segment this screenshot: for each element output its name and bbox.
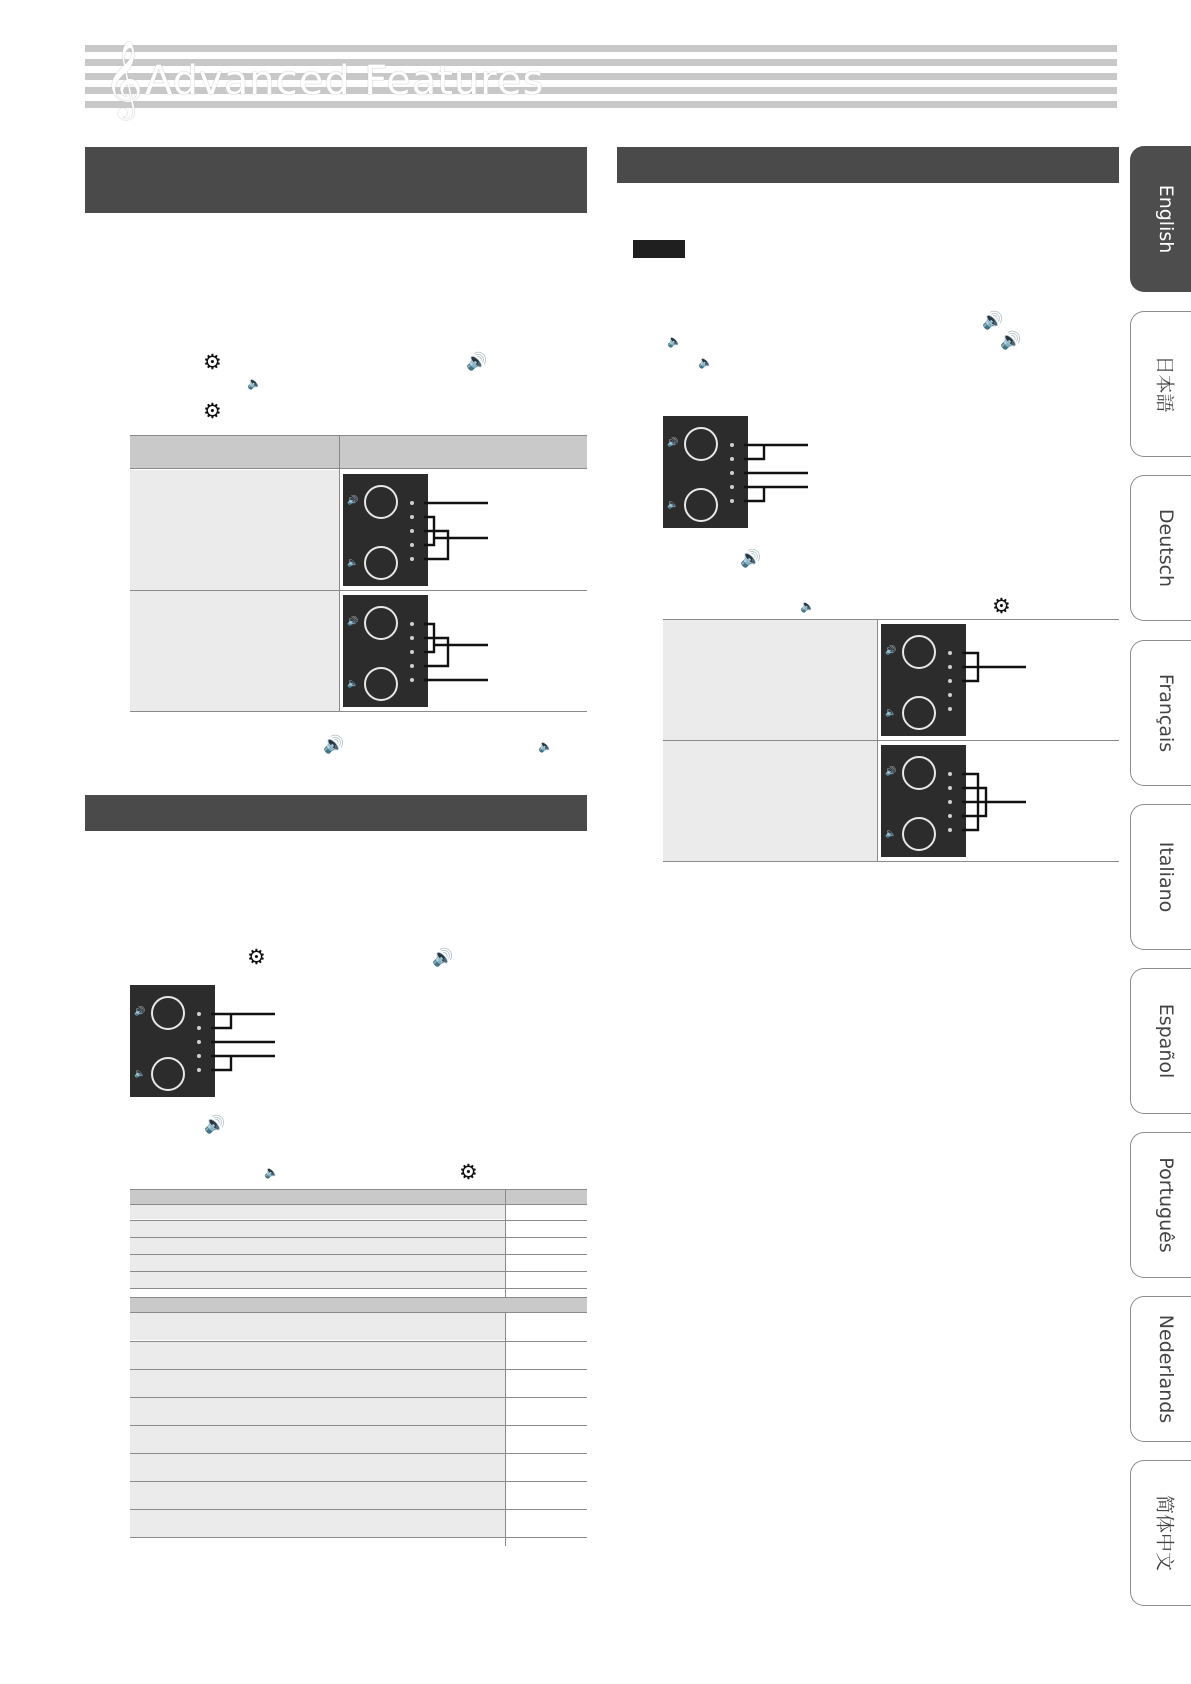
table-header (130, 1297, 587, 1313)
tab-italian[interactable] (1130, 804, 1191, 950)
tab-chinese[interactable] (1130, 1460, 1191, 1606)
indicator-led (197, 1068, 201, 1072)
table-divider (339, 435, 340, 711)
speaker-loud-icon: 🔊 (432, 948, 454, 968)
tab-label: Français (1154, 673, 1177, 753)
note-badge (633, 240, 685, 258)
gear-icon: ⚙ (992, 594, 1011, 618)
tab-dutch[interactable] (1130, 1296, 1191, 1442)
gear-icon: ⚙ (203, 399, 222, 423)
panel-illustration (663, 416, 748, 528)
speaker-loud-icon: 🔊 (885, 646, 897, 656)
indicator-callout-lines (207, 985, 287, 1097)
table-cell (130, 1398, 505, 1425)
indicator-led (410, 622, 414, 626)
table-cell (130, 1221, 505, 1237)
tab-label: Nederlands (1154, 1314, 1177, 1424)
tab-label: Deutsch (1154, 508, 1177, 588)
tab-japanese[interactable] (1130, 311, 1191, 457)
panel-illustration (343, 595, 428, 707)
staff-line (85, 45, 1117, 52)
volume-knob (684, 427, 718, 461)
indicator-led (197, 1054, 201, 1058)
volume-knob (902, 635, 936, 669)
indicator-led (197, 1040, 201, 1044)
speaker-loud-icon: 🔊 (885, 767, 897, 777)
indicator-led (730, 499, 734, 503)
indicator-callout-lines (740, 416, 820, 528)
speaker-soft-icon: 🔈 (667, 334, 682, 348)
indicator-led (948, 665, 952, 669)
tab-spanish[interactable] (1130, 968, 1191, 1114)
speaker-soft-icon: 🔈 (885, 708, 897, 718)
indicator-led (410, 543, 414, 547)
tab-label: English (1154, 184, 1177, 254)
volume-knob (684, 488, 718, 522)
table-cell (130, 1510, 505, 1537)
table-header (130, 435, 587, 469)
volume-knob (902, 696, 936, 730)
indicator-led (948, 679, 952, 683)
gear-icon: ⚙ (459, 1160, 478, 1184)
table-cell (130, 1454, 505, 1481)
tab-label: 简体中文 (1153, 1494, 1175, 1572)
treble-clef-icon: 𝄞 (104, 40, 144, 117)
speaker-soft-icon: 🔈 (247, 376, 262, 390)
tab-label: Português (1154, 1157, 1177, 1253)
volume-knob (364, 546, 398, 580)
gear-icon: ⚙ (247, 945, 266, 969)
indicator-led (730, 443, 734, 447)
indicator-callout-lines (420, 474, 500, 586)
panel-illustration (343, 474, 428, 586)
table-rule (130, 1537, 587, 1538)
indicator-led (410, 529, 414, 533)
indicator-led (948, 800, 952, 804)
indicator-led (410, 557, 414, 561)
table-divider (505, 1189, 506, 1546)
speaker-loud-icon: 🔊 (667, 438, 679, 448)
indicator-callout-lines (420, 595, 500, 707)
tab-english[interactable] (1130, 146, 1191, 292)
volume-knob (364, 485, 398, 519)
indicator-led (948, 828, 952, 832)
speaker-soft-icon: 🔈 (264, 1165, 279, 1179)
indicator-led (410, 636, 414, 640)
table-cell (130, 470, 339, 590)
indicator-led (410, 501, 414, 505)
tab-label: Español (1154, 1003, 1177, 1079)
table-rule (130, 711, 587, 712)
section-header-bar (617, 147, 1119, 183)
table-rule (663, 861, 1119, 862)
tab-german[interactable] (1130, 475, 1191, 621)
indicator-led (730, 471, 734, 475)
tab-portuguese[interactable] (1130, 1132, 1191, 1278)
volume-knob (902, 756, 936, 790)
speaker-loud-icon: 🔊 (323, 735, 345, 755)
panel-illustration (881, 624, 966, 736)
volume-knob (902, 817, 936, 851)
indicator-led (948, 651, 952, 655)
indicator-led (410, 678, 414, 682)
table-rule (130, 1288, 587, 1289)
indicator-callout-lines (958, 624, 1038, 736)
table-cell (130, 1272, 505, 1288)
tab-label: Italiano (1154, 841, 1177, 913)
tab-french[interactable] (1130, 640, 1191, 786)
indicator-led (730, 457, 734, 461)
speaker-loud-icon: 🔊 (134, 1007, 146, 1017)
volume-knob (364, 667, 398, 701)
volume-knob (151, 996, 185, 1030)
speaker-loud-icon: 🔊 (466, 352, 488, 372)
table-cell (130, 1313, 505, 1340)
speaker-loud-icon: 🔊 (740, 549, 762, 569)
tab-label: 日本語 (1153, 355, 1175, 413)
table-cell (663, 620, 877, 740)
table-cell (130, 591, 339, 711)
indicator-led (948, 786, 952, 790)
speaker-loud-icon: 🔊 (1000, 331, 1022, 351)
speaker-soft-icon: 🔈 (800, 599, 815, 613)
indicator-led (410, 515, 414, 519)
speaker-soft-icon: 🔈 (347, 558, 359, 568)
speaker-soft-icon: 🔈 (134, 1069, 146, 1079)
indicator-led (948, 814, 952, 818)
speaker-soft-icon: 🔈 (347, 679, 359, 689)
table-cell (130, 1238, 505, 1254)
speaker-soft-icon: 🔈 (538, 739, 553, 753)
table-cell (130, 1482, 505, 1509)
table-cell (663, 741, 877, 861)
volume-knob (364, 606, 398, 640)
indicator-led (948, 772, 952, 776)
table-header (130, 1189, 587, 1205)
table-cell (130, 1255, 505, 1271)
indicator-led (948, 693, 952, 697)
speaker-loud-icon: 🔊 (204, 1115, 226, 1135)
page-title: Advanced Features (145, 58, 545, 104)
speaker-loud-icon: 🔊 (347, 496, 359, 506)
speaker-loud-icon: 🔊 (347, 617, 359, 627)
indicator-led (410, 650, 414, 654)
indicator-led (197, 1026, 201, 1030)
indicator-led (730, 485, 734, 489)
speaker-soft-icon: 🔈 (885, 829, 897, 839)
panel-illustration (130, 985, 215, 1097)
table-cell (130, 1426, 505, 1453)
indicator-led (197, 1012, 201, 1016)
indicator-led (410, 664, 414, 668)
speaker-loud-icon: 🔊 (982, 311, 1004, 331)
volume-knob (151, 1057, 185, 1091)
gear-icon: ⚙ (203, 350, 222, 374)
section-header-bar (85, 795, 587, 831)
indicator-callout-lines (958, 745, 1038, 857)
speaker-soft-icon: 🔈 (698, 355, 713, 369)
table-cell (130, 1205, 505, 1219)
indicator-led (948, 707, 952, 711)
table-cell (130, 1370, 505, 1397)
section-header-bar (85, 147, 587, 213)
panel-illustration (881, 745, 966, 857)
table-cell (130, 1342, 505, 1369)
speaker-soft-icon: 🔈 (667, 500, 679, 510)
